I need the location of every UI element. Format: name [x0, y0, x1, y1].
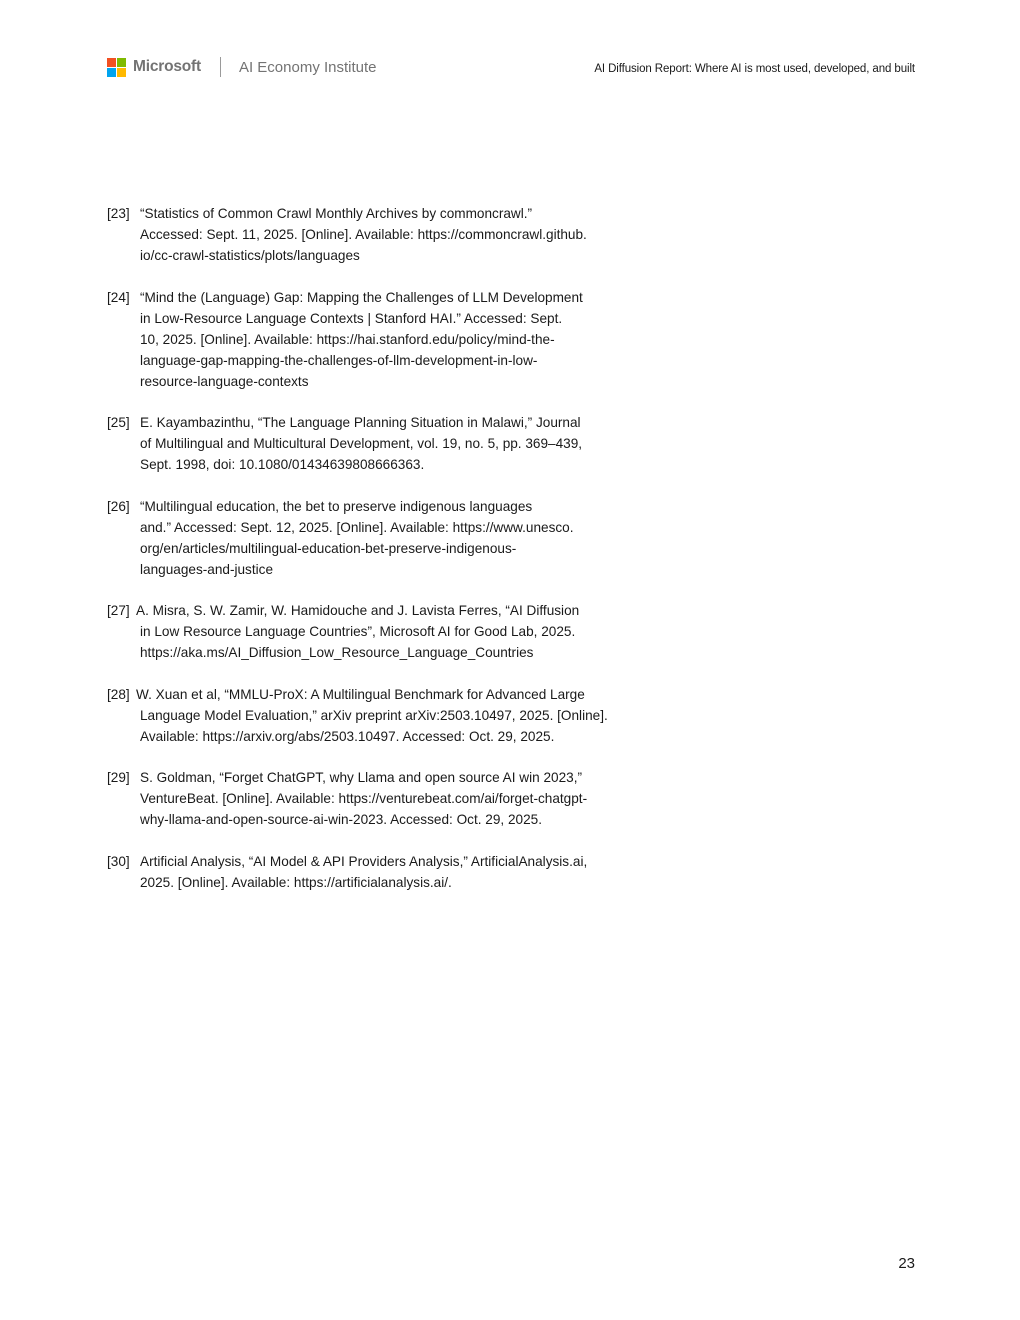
reference-line: in Low Resource Language Countries”, Microsoft AI for Good Lab, 2025. — [140, 624, 576, 639]
reference-line: Sept. 1998, doi: 10.1080/01434639808666363. — [140, 457, 425, 472]
reference-text — [136, 600, 647, 663]
reference-number: [23] — [107, 206, 130, 221]
reference-line: “Multilingual education, the bet to preserve indigenous languages — [140, 498, 533, 514]
reference-line: “Statistics of Common Crawl Monthly Archives by commoncrawl.” — [140, 206, 533, 221]
reference-line: S. Goldman, “Forget ChatGPT, why Llama and open source AI win 2023,” — [140, 770, 583, 785]
reference-line: “Mind the (Language) Gap: Mapping the Challenges of LLM Development — [140, 289, 583, 305]
reference-item — [107, 412, 647, 475]
reference-line: language-gap-mapping-the-challenges-of-llm-development-in-low- — [140, 352, 538, 368]
reference-item — [107, 767, 647, 830]
reference-line: and.” Accessed: Sept. 12, 2025. [Online]. Available: https://www.unesco. — [140, 519, 574, 535]
reference-line: https://aka.ms/AI_Diffusion_Low_Resource_Language_Countries — [140, 645, 534, 660]
reference-line: Available: https://arxiv.org/abs/2503.10497. Accessed: Oct. 29, 2025. — [140, 728, 555, 744]
reference-number: [25] — [107, 415, 130, 430]
page-header — [0, 0, 1020, 100]
reference-number: [28] — [107, 686, 130, 702]
reference-text — [140, 287, 647, 392]
reference-text — [140, 851, 647, 893]
reference-item — [107, 600, 647, 663]
reference-item — [107, 851, 647, 893]
reference-line: in Low-Resource Language Contexts | Stanford HAI.” Accessed: Sept. — [140, 310, 563, 326]
reference-line: of Multilingual and Multicultural Development, vol. 19, no. 5, pp. 369–439, — [140, 436, 583, 451]
reference-line: VentureBeat. [Online]. Available: https://venturebeat.com/ai/forget-chatgpt- — [140, 791, 588, 806]
microsoft-squares-icon — [107, 58, 126, 77]
reference-line: A. Misra, S. W. Zamir, W. Hamidouche and J. Lavista Ferres, “AI Diffusion — [136, 603, 580, 618]
reference-number: [24] — [107, 289, 130, 305]
reference-item — [107, 684, 647, 747]
reference-text — [136, 684, 647, 747]
brand-name: Microsoft — [133, 58, 201, 75]
reference-list — [107, 203, 647, 913]
reference-line: 2025. [Online]. Available: https://artificialanalysis.ai/. — [140, 874, 452, 890]
reference-line: io/cc-crawl-statistics/plots/languages — [140, 248, 360, 263]
reference-line: org/en/articles/multilingual-education-bet-preserve-indigenous- — [140, 540, 517, 556]
report-title: AI Diffusion Report: Where AI is most used, developed, and built — [594, 63, 915, 75]
reference-line: W. Xuan et al, “MMLU-ProX: A Multilingual Benchmark for Advanced Large — [136, 686, 585, 702]
page-number: 23 — [898, 1255, 915, 1272]
reference-item — [107, 496, 647, 580]
reference-line: 10, 2025. [Online]. Available: https://hai.stanford.edu/policy/mind-the- — [140, 331, 555, 347]
reference-line: languages-and-justice — [140, 561, 274, 577]
reference-line: resource-language-contexts — [140, 373, 309, 389]
microsoft-logo — [107, 57, 377, 77]
reference-line: E. Kayambazinthu, “The Language Planning Situation in Malawi,” Journal — [140, 415, 581, 430]
reference-number: [27] — [107, 603, 130, 618]
reference-line: why-llama-and-open-source-ai-win-2023. Accessed: Oct. 29, 2025. — [140, 812, 542, 827]
reference-number: [29] — [107, 770, 130, 785]
reference-number: [26] — [107, 498, 130, 514]
reference-number: [30] — [107, 853, 130, 869]
header-divider — [220, 57, 221, 77]
reference-text — [140, 496, 647, 580]
institute-name: AI Economy Institute — [238, 58, 377, 76]
reference-item — [107, 203, 647, 266]
reference-text — [140, 767, 647, 830]
reference-line: Language Model Evaluation,” arXiv preprint arXiv:2503.10497, 2025. [Online]. — [140, 707, 608, 723]
reference-item — [107, 287, 647, 392]
reference-line: Artificial Analysis, “AI Model & API Providers Analysis,” ArtificialAnalysis.ai, — [140, 853, 588, 869]
reference-line: Accessed: Sept. 11, 2025. [Online]. Available: https://commoncrawl.github. — [140, 227, 587, 242]
reference-text — [140, 412, 647, 475]
reference-text — [140, 203, 647, 266]
